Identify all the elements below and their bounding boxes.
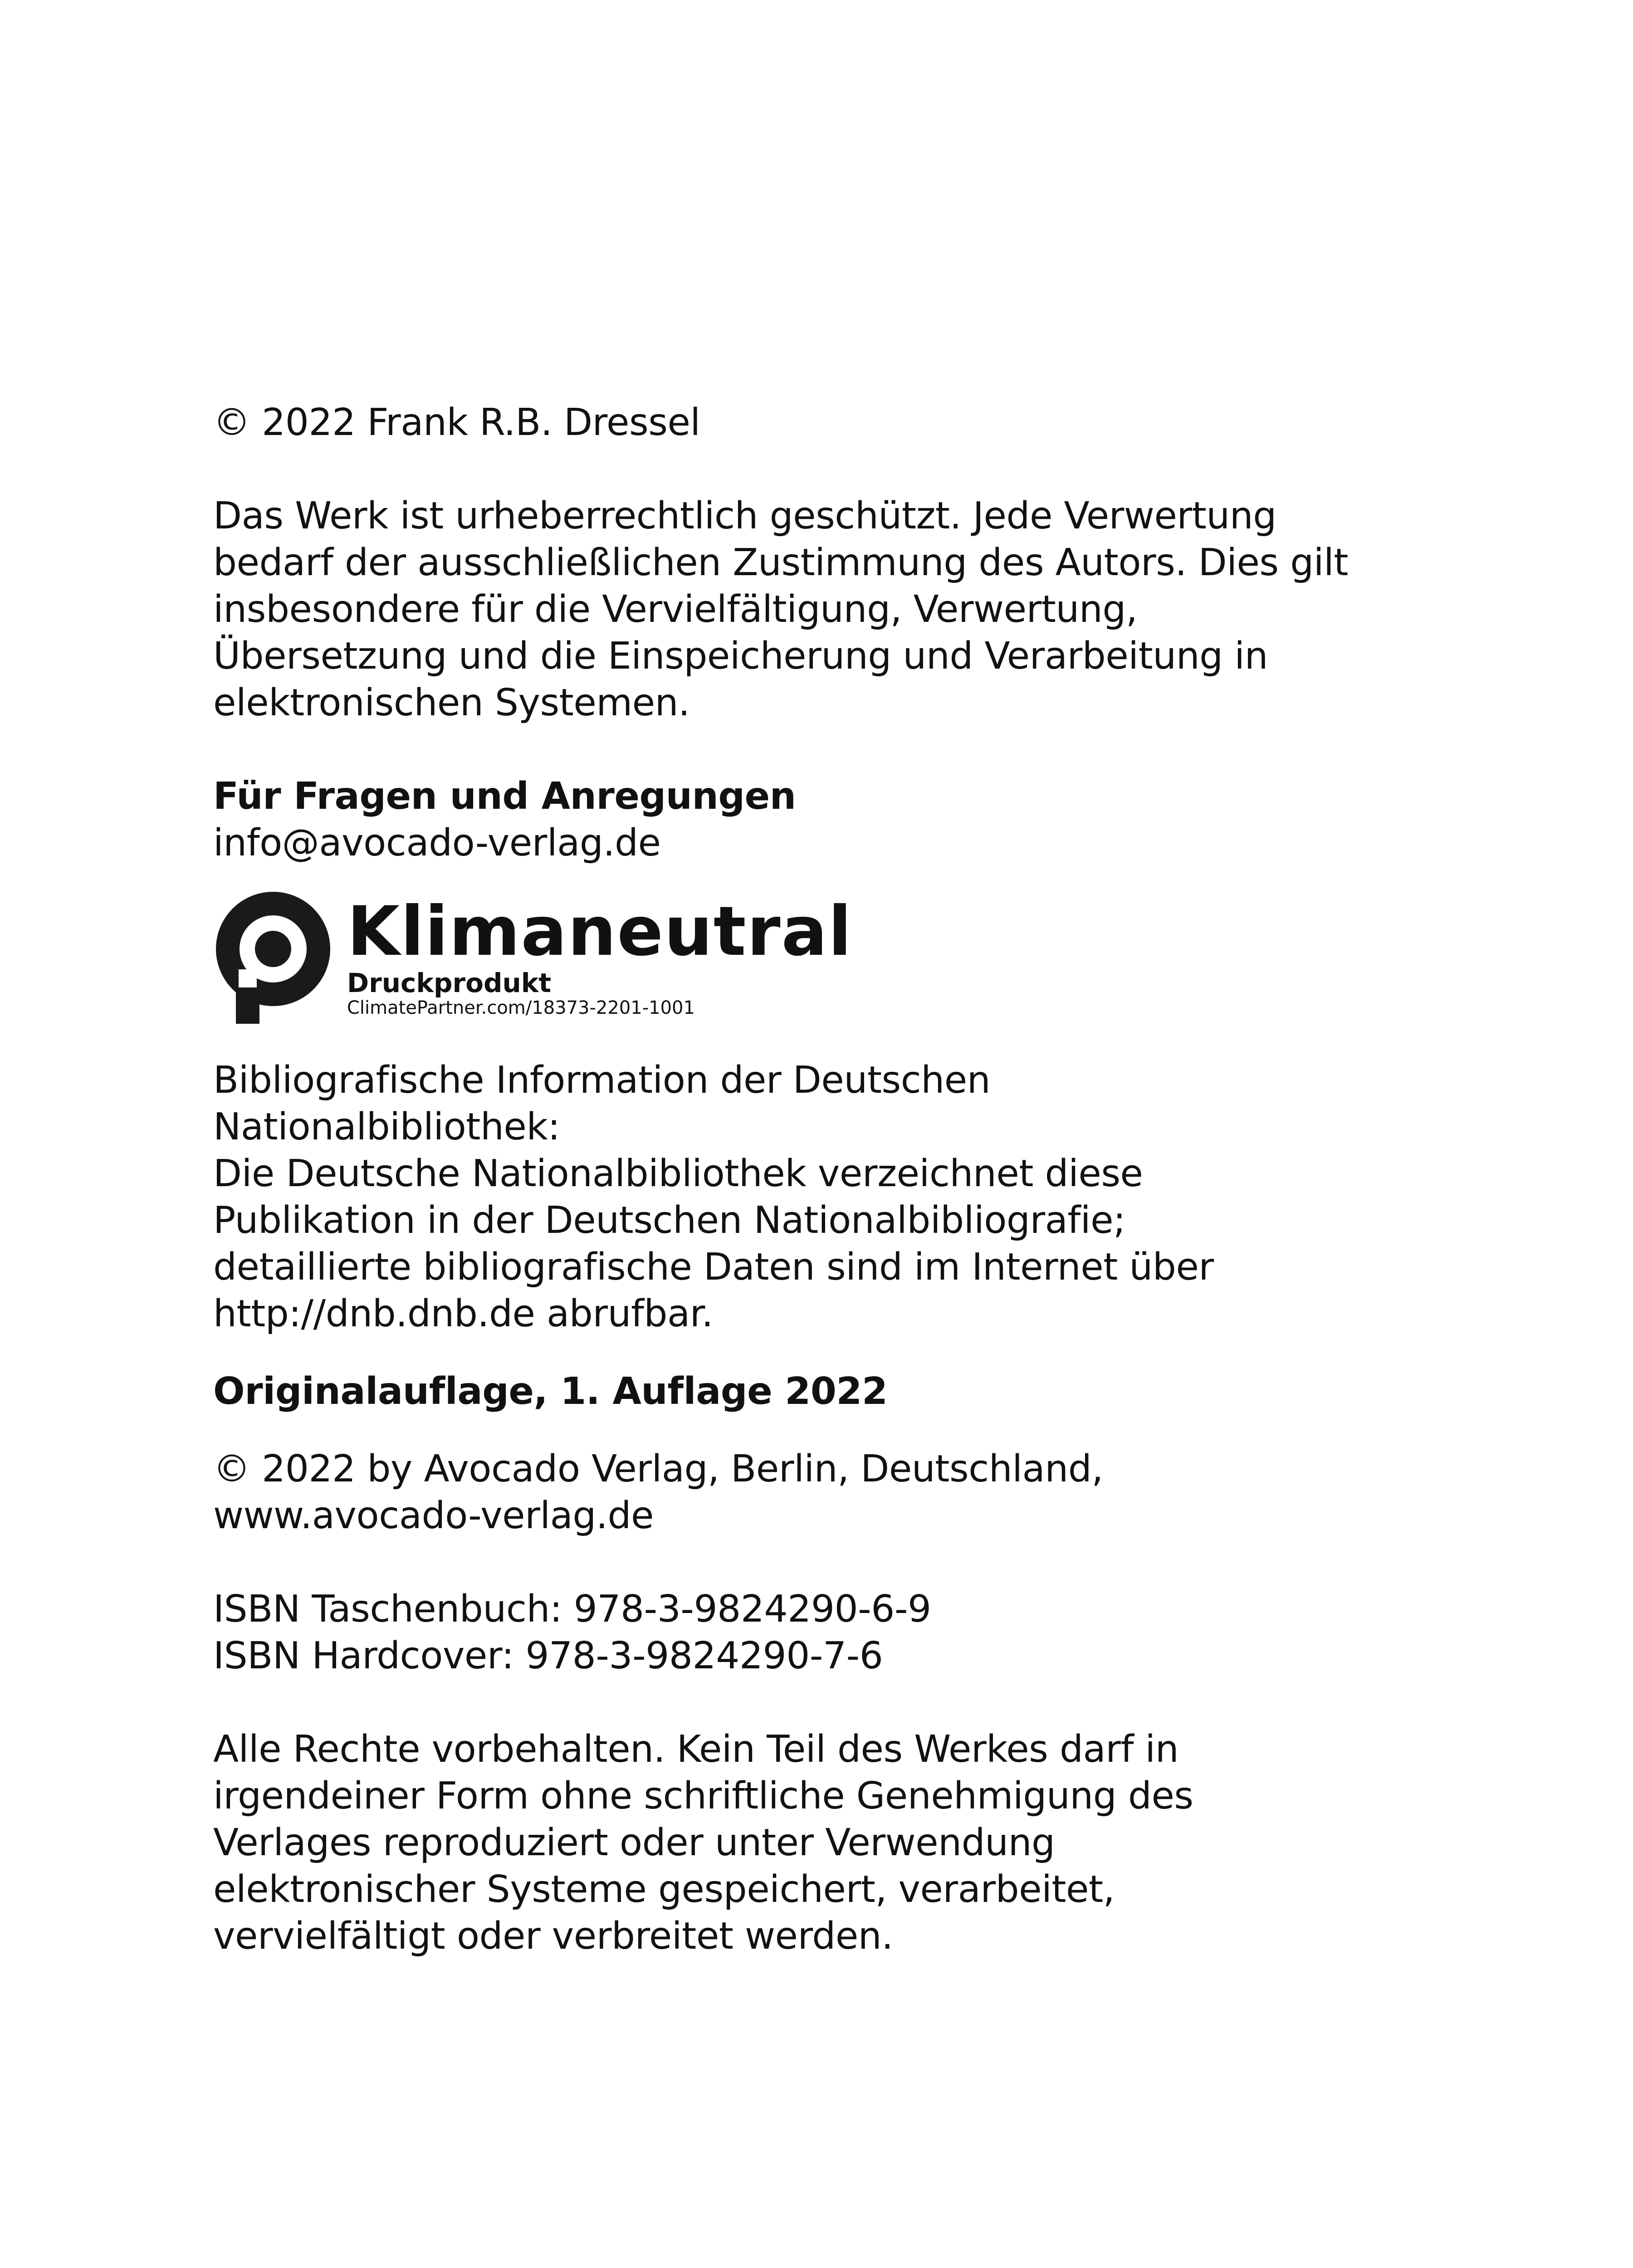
copyright-notice — [213, 493, 1438, 726]
spacer — [213, 1415, 1438, 1446]
bibliographic-line: Bibliografische Information der Deutschen — [213, 1059, 991, 1102]
edition: Originalauflage, 1. Auflage 2022 — [213, 1370, 888, 1413]
logo-url: ClimatePartner.com/18373-2201-1001 — [347, 997, 695, 1018]
spacer — [213, 1679, 1438, 1726]
bibliographic-line: Publikation in der Deutschen Nationalbibliografie; — [213, 1199, 1126, 1242]
author-copyright: © 2022 Frank R.B. Dressel — [213, 401, 700, 444]
contact-email: info@avocado-verlag.de — [213, 821, 661, 865]
rights-notice — [213, 1726, 1438, 1960]
copyright-notice-line: Das Werk ist urheberrechtlich geschützt. Jede Verwertung — [213, 494, 1276, 538]
rights-notice-line: irgendeiner Form ohne schriftliche Genehmigung des — [213, 1774, 1193, 1818]
logo-text — [347, 892, 853, 1018]
copyright-notice-line: insbesondere für die Vervielfältigung, Verwertung, — [213, 588, 1138, 631]
copyright-notice-line: bedarf der ausschließlichen Zustimmung des Autors. Dies gilt — [213, 541, 1348, 584]
spacer — [213, 1337, 1438, 1368]
isbn-paperback: ISBN Taschenbuch: 978-3-9824290-6-9 — [213, 1588, 931, 1631]
logo-subtitle: Druckprodukt — [347, 968, 552, 998]
publisher-info — [213, 1446, 1438, 1539]
rights-notice-line: elektronischer Systeme gespeichert, verarbeitet, — [213, 1868, 1115, 1911]
contact-section — [213, 773, 1438, 866]
bibliographic-info — [213, 1057, 1438, 1337]
climate-neutral-logo — [213, 890, 1438, 1026]
bibliographic-line: Nationalbibliothek: — [213, 1105, 560, 1149]
spacer — [213, 446, 1438, 493]
copyright-notice-line: elektronischen Systemen. — [213, 681, 690, 724]
contact-heading: Für Fragen und Anregungen — [213, 775, 796, 818]
rights-notice-line: Alle Rechte vorbehalten. Kein Teil des Werkes darf in — [213, 1728, 1179, 1771]
logo-title: Klimaneutral — [347, 892, 853, 971]
publisher-line: © 2022 by Avocado Verlag, Berlin, Deutschland, — [213, 1447, 1103, 1491]
imprint-page — [213, 399, 1438, 1960]
rights-notice-line: vervielfältigt oder verbreitet werden. — [213, 1915, 893, 1958]
isbn-hardcover: ISBN Hardcover: 978-3-9824290-7-6 — [213, 1634, 883, 1677]
climate-partner-icon — [213, 890, 333, 1026]
spacer — [213, 726, 1438, 773]
spacer — [213, 1026, 1438, 1057]
bibliographic-line: Die Deutsche Nationalbibliothek verzeichnet diese — [213, 1152, 1143, 1195]
spacer — [213, 1539, 1438, 1586]
copyright-notice-line: Übersetzung und die Einspeicherung und Verarbeitung in — [213, 635, 1268, 678]
bibliographic-line: detaillierte bibliografische Daten sind im Internet über — [213, 1246, 1214, 1289]
rights-notice-line: Verlages reproduziert oder unter Verwendung — [213, 1821, 1055, 1864]
isbn-info — [213, 1586, 1438, 1679]
bibliographic-line: http://dnb.dnb.de abrufbar. — [213, 1292, 713, 1335]
publisher-line: www.avocado-verlag.de — [213, 1494, 654, 1537]
